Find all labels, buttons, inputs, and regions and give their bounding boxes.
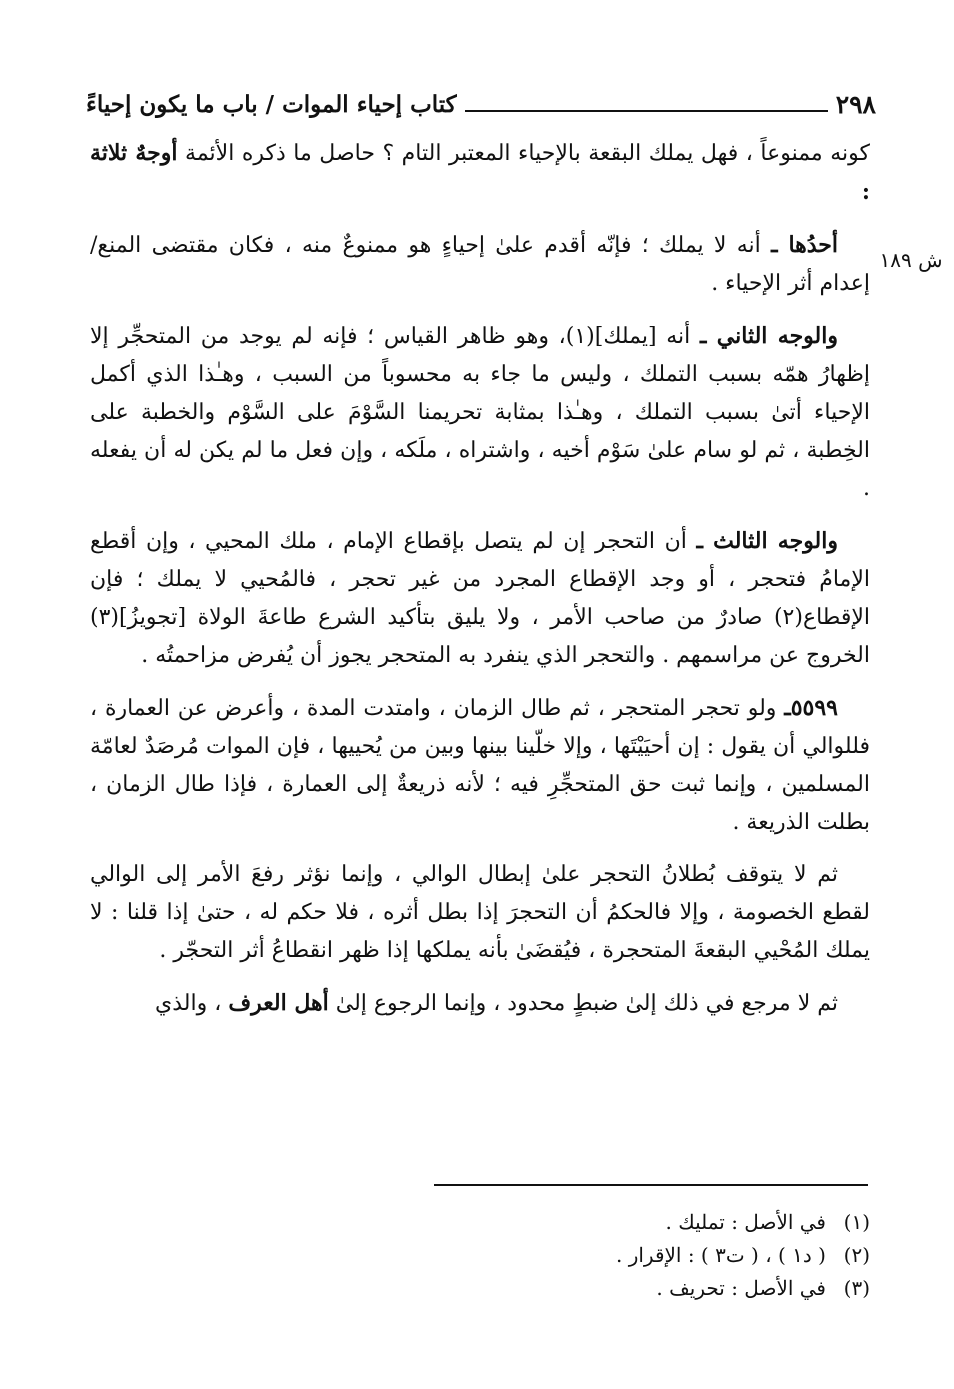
paragraph-second-view [90, 317, 870, 508]
paragraph-text: أن التحجر إن لم يتصل بإقطاع الإمام ، ملك المحيي ، وإن أقطع الإمامُ فتحجر ، أو وجد الإقطاع المجرد من غير تحجر ، فالمُحيي لا يملك ؛ فإن الإقطاع(٢) صادرٌ من صاحب الأمر ، ولا يليق بتأكيد الشرع طاعةَ الولاة [تجويزُ](٣) الخروج عن مراسمهم . والتحجر الذي ينفرد به المتحجر يجوز أن يُفرض مزاحمتُه . [90, 529, 871, 668]
bold-phrase: أوجهٌ ثلاثة : [90, 140, 870, 205]
footnotes [440, 1206, 870, 1305]
paragraph-text: كونه ممنوعاً ، فهل يملك البقعة بالإحياء المعتبر التام ؟ حاصل ما ذكره الأئمة [177, 141, 870, 166]
paragraph-text: ولو تحجر المتحجر ، ثم طال الزمان ، وامتدت المدة ، وأعرض عن العمارة ، فللوالي أن يقول : إن أحيَيْتَها ، وإلا خلّينا بينها وبين من يُحييها ، فإن الموات مُرصَدٌ لعامّة المسلمين ، وإنما ثبت حق المتحجِّرِ فيه ؛ لأنه ذريعةٌ إلى العمارة ، فإذا طال الزمان ، بطلت الذريعة . [90, 696, 870, 835]
paragraph-lead: والوجه الثالث ـ [696, 528, 838, 554]
paragraph-text: ثم لا يتوقف بُطلانُ التحجر علىٰ إبطال الوالي ، وإنما نؤثر رفعَ الأمر إلى الوالي لقطع الخصومة ، وإلا فالحكمُ أن التحجرَ إذا بطل أثره ، فلا حكم له ، حتىٰ إذا قلنا : لا يملك المُحْيي البقعةَ المتحجرة ، فيُقضَىٰ بأنه يملكها إذا ظهر انقطاعُ أثر التحجّر . [90, 862, 870, 963]
running-title: كتاب إحياء الموات / باب ما يكون إحياءً [86, 91, 457, 118]
footnote-text: في الأصل : تحريف . [656, 1276, 826, 1300]
paragraph-text: أنه لا يملك ؛ فإنّه أقدم علىٰ إحياءٍ هو ممنوعٌ منه ، فكان مقتضى المنع/ إعدام أثر الإحياء . [90, 233, 870, 296]
paragraph-text-end: ، والذي [155, 991, 229, 1016]
paragraph-third-view [90, 522, 870, 675]
page-number: ٢٩٨ [835, 90, 876, 119]
footnote-3 [440, 1272, 870, 1305]
bold-phrase: أهل العرف [228, 990, 329, 1016]
manuscript-folio-note: ش ١٨٩ [879, 248, 943, 272]
running-header [86, 84, 876, 120]
footnote-2 [440, 1239, 870, 1272]
footnote-separator [434, 1184, 868, 1186]
footnote-1 [440, 1206, 870, 1239]
footnote-text: ( د١ ) ، ( ت٣ ) : الإقرار . [615, 1243, 826, 1267]
footnote-text: في الأصل : تمليك . [665, 1210, 826, 1234]
paragraph-first-view [90, 226, 870, 303]
paragraph-intro [90, 134, 870, 212]
main-text [90, 134, 870, 1037]
footnote-number: (٢) [843, 1243, 870, 1267]
footnote-number: (٣) [843, 1276, 870, 1300]
paragraph-text: ثم لا مرجع في ذلك إلىٰ ضبطٍ محدود ، وإنما الرجوع إلىٰ [328, 991, 838, 1016]
section-number: ٥٥٩٩ـ [784, 695, 838, 721]
footnote-number: (١) [843, 1210, 870, 1234]
paragraph-text: أنه [يملك](١)، وهو ظاهر القياس ؛ فإنه لم يوجد من المتحجِّر إلا إظهارُ همّه بسبب التملك ، وليس ما جاء به محسوباً من السبب ، وهـٰذا الذي أكمل الإحياء أتىٰ بسبب التملك ، وهـٰذا بمثابة تحريمنا السَّوْمَ على السَّوْم والخطبة على الخِطبة ، ثم لو سام علىٰ سَوْم أخيه ، واشتراه ، ملَكه ، وإن فعل ما لم يكن له أن يفعله . [90, 324, 870, 501]
paragraph-invalidation [90, 856, 870, 970]
paragraph-custom [90, 984, 870, 1023]
header-rule [465, 110, 828, 112]
paragraph-lead: أحدُها ـ [771, 232, 839, 258]
paragraph-5599 [90, 689, 870, 842]
paragraph-lead: والوجه الثاني ـ [700, 323, 838, 349]
